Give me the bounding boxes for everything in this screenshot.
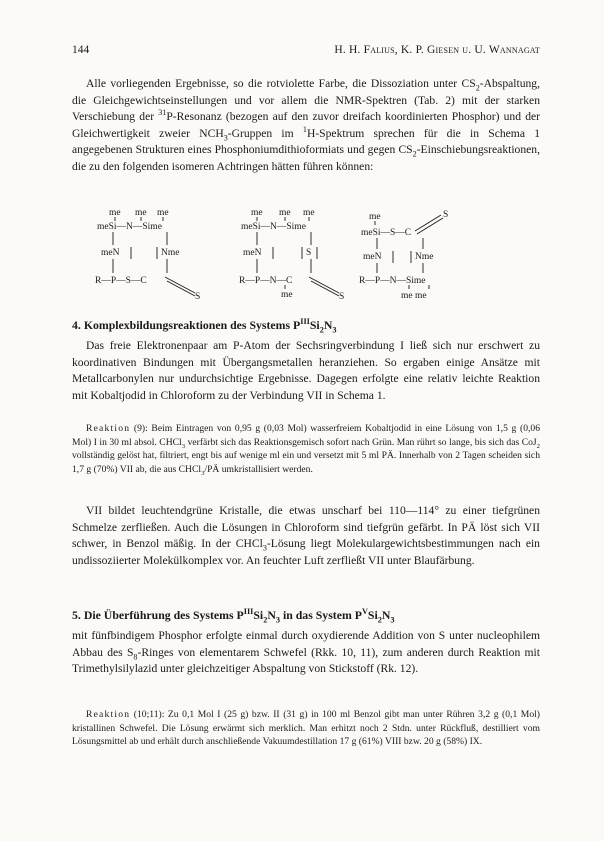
section-5-body: mit fünfbindigem Phosphor erfolgte einmal durch oxydierende Addition von S unter nucleophilem Abbau des $S_8$-Ringes von elementarem Schwefel (Rkk. 10, 11), zum anderen durch Reaktion mit Trimethylsilylazid unter gleichzeitiger Abspaltung von Stickstoff (Rk. 12). xyxy=(72,629,540,675)
svg-text:S: S xyxy=(339,292,345,302)
svg-text:Nme: Nme xyxy=(161,248,180,258)
svg-text:me: me xyxy=(369,212,381,222)
section-4-body-2: VII bildet leuchtendgrüne Kristalle, die etwas unscharf bei 110—114° zu einer tiefgrünen Schmelze zerfließen. Auch die Lösungen in Chloroform sind tiefgrün gefärbt. In PÄ löst sich VII schwer, in Benzol mäßig. In der CHCl$_3$-Lösung liegt Molekulargewichtsbestimmungen nach ein undissoziierter Molekülkomplex vor. An feuchter Luft zerfließt VII unter Blaufärbung. xyxy=(72,504,540,567)
svg-text:meSi—N—Sime: meSi—N—Sime xyxy=(241,222,306,232)
page-number: 144 xyxy=(72,44,90,56)
reaction-9-procedure: Reaktion (9): Beim Eintragen von 0,95 g (0,03 Mol) wasserfreiem Kobaltjodid in eine Lösung von 1,5 g (0,06 Mol) I in 30 ml absol. CHCl$_3$ verfärbt sich das Reaktionsgemisch sofort nach Grün. Man rührt so lange, bis sich das CoJ$_2$ vollständig gelöst hat, filtriert, engt bis auf wenige ml ein und versetzt mit 5 ml PÄ. Innerhalb von 2 Tagen scheiden sich 1,7 g (70%) VII ab, die aus CHCl$_3$/PÄ umkristallisiert werden. xyxy=(72,423,540,477)
svg-text:S: S xyxy=(195,292,201,302)
reaction-10-11-procedure: Reaktion (10;11): Zu 0,1 Mol I (25 g) bzw. II (31 g) in 100 ml Benzol gibt man unter Rühren 3,2 g (0,1 Mol) kristallinen Schwefel. Die Lösung erwärmt sich merklich. Man erhitzt noch 2 Stdn. unter Rückfluß, destilliert vom Lösungsmittel ab und erhält durch anschließende Vakuumdestillation 17 g (61%) VIII bzw. 20 g (58%) IX. xyxy=(72,709,540,748)
svg-text:me me: me me xyxy=(401,291,427,301)
svg-text:me: me xyxy=(109,208,121,218)
svg-text:R—P—N—C: R—P—N—C xyxy=(239,276,293,286)
structure-1 xyxy=(95,208,200,302)
svg-text:meN: meN xyxy=(101,248,120,258)
svg-text:S: S xyxy=(443,210,449,220)
svg-text:me: me xyxy=(135,208,147,218)
section-4-heading: 4. Komplexbildungsreaktionen des Systems $P^{III}Si_2N_3$ xyxy=(72,317,337,335)
svg-text:meN: meN xyxy=(243,248,262,258)
svg-text:Nme: Nme xyxy=(415,252,434,262)
author-line: H. H. Falius, K. P. Giesen u. U. Wannagat xyxy=(334,44,540,56)
svg-text:me: me xyxy=(251,208,263,218)
svg-text:meSi—S—C: meSi—S—C xyxy=(361,228,412,238)
svg-text:S: S xyxy=(306,248,312,258)
svg-text:me: me xyxy=(157,208,169,218)
svg-text:R—P—N—Sime: R—P—N—Sime xyxy=(359,276,426,286)
svg-text:me: me xyxy=(281,290,293,300)
isomer-structures-scheme xyxy=(95,205,515,305)
svg-text:me: me xyxy=(279,208,291,218)
structure-3 xyxy=(359,210,448,301)
svg-text:meSi—N—Sime: meSi—N—Sime xyxy=(97,222,162,232)
svg-text:R—P—S—C: R—P—S—C xyxy=(95,276,147,286)
section-5-heading: 5. Die Überführung des Systems $P^{III}Si_2N_3$ in das System $P^VSi_2N_3$ xyxy=(72,607,395,625)
svg-text:meN: meN xyxy=(363,252,382,262)
section-4-body: Das freie Elektronenpaar am P-Atom der Sechsringverbindung I ließ sich nur erschwert zu koordinativen Bindungen mit Übergangsmetallen heranziehen. So ergaben einige Ansätze mit Metallcarbonylen nur undurchsichtige Ergebnisse. Dagegen erfolgte eine relativ leichte Reaktion mit Kobaltjodid in Chloroform zu der Verbindung VII in Schema 1. xyxy=(72,339,540,402)
running-header xyxy=(72,44,540,60)
structures-svg xyxy=(95,205,515,305)
paragraph-results: Alle vorliegenden Ergebnisse, so die rotviolette Farbe, die Dissoziation unter $CS_2$-Abspaltung, die Gleichgewichtseinstellungen und vor allem die NMR-Spektren (Tab. 2) mit der starken Verschiebung der $^{31}$P-Resonanz (bezogen auf den zuvor dreifach koordinierten Phosphor) und der Gleichwertigkeit zweier $NCH_3$-Gruppen im $^1$H-Spektrum sprechen für die in Schema 1 angegebenen Strukturen eines Phosphoniumdithioformiats und gegen $CS_2$-Einschiebungsreaktionen, die zu den folgenden isomeren Achtringen hätten führen können: xyxy=(72,77,540,173)
structure-2 xyxy=(239,208,344,302)
svg-text:me: me xyxy=(303,208,315,218)
